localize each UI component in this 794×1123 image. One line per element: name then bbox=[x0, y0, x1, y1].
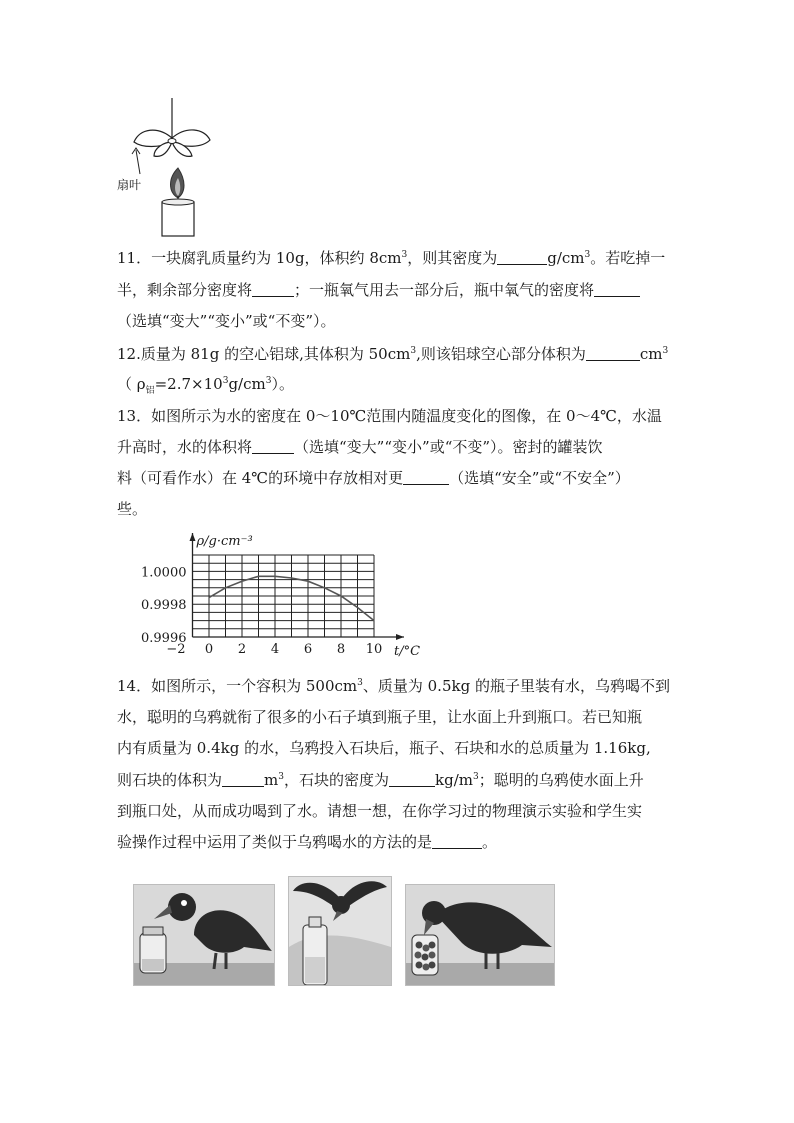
q13-line-1: 13．如图所示为水的密度在 0～10℃范围内随温度变化的图像，在 0～4℃，水温 bbox=[117, 407, 662, 425]
q13-line-4: 些。 bbox=[117, 500, 148, 518]
q14-blank-method[interactable] bbox=[432, 834, 482, 849]
q11-blank-remaining[interactable] bbox=[252, 282, 294, 297]
x-tick-label: 2 bbox=[237, 642, 247, 657]
q11-blank-density[interactable] bbox=[497, 250, 547, 265]
q14-line-1: 14．如图所示，一个容积为 $500cm^3$、质量为 0.5kg 的瓶子里装有水，乌鸦喝不到 bbox=[117, 677, 670, 695]
crow-jar-stones-illustration bbox=[406, 885, 554, 985]
y-tick-label: 0.9998 bbox=[141, 598, 187, 614]
crow-jar-empty-illustration bbox=[134, 885, 274, 985]
y-tick-label: 0.9996 bbox=[141, 631, 187, 646]
x-tick-label: 6 bbox=[303, 642, 313, 657]
q14-line-6: 验操作过程中运用了类似于乌鸦喝水的方法的是 。 bbox=[117, 833, 498, 851]
fan-label: 扇叶 bbox=[117, 178, 142, 192]
crow-panel-2 bbox=[288, 876, 392, 986]
q11-line-3: （选填“变大”“变小”或“不变”）。 bbox=[117, 312, 336, 330]
q12-line-2: （ $\rho_铝=2.7\times 10^3g/cm^3$）。 bbox=[117, 375, 294, 396]
q12-line-1: 12.质量为 81g 的空心铝球,其体积为 $50cm^3$,则该铝球空心部分体积为 $cm^3$ bbox=[117, 345, 669, 363]
q12-blank-hollow-volume[interactable] bbox=[586, 346, 640, 361]
fan-candle-figure bbox=[120, 98, 220, 238]
x-tick-label: 8 bbox=[336, 642, 346, 657]
q13-blank-safety[interactable] bbox=[403, 470, 449, 485]
q13-line-2: 升高时，水的体积将 （选填“变大”“变小”或“不变”）。密封的罐装饮 bbox=[117, 438, 603, 456]
q11-blank-oxygen[interactable] bbox=[594, 282, 640, 297]
x-tick-label: −2 bbox=[166, 642, 186, 657]
q11-line-1: 11．一块腐乳质量约为 10g，体积约 $8cm^3$，则其密度为 $g/cm^3$。若吃掉一 bbox=[117, 249, 666, 267]
x-tick-label: 4 bbox=[270, 642, 280, 657]
q13-blank-volume[interactable] bbox=[252, 439, 294, 454]
crow-flying-bottle-illustration bbox=[289, 877, 391, 985]
y-tick-label: 1.0000 bbox=[141, 565, 187, 581]
x-axis-label: t/°C bbox=[394, 644, 421, 659]
x-tick-label: 10 bbox=[365, 642, 383, 657]
q14-line-3: 内有质量为 0.4kg 的水，乌鸦投入石块后，瓶子、石块和水的总质量为 1.16kg, bbox=[117, 739, 651, 757]
q11-line-2: 半，剩余部分密度将 ；一瓶氧气用去一部分后，瓶中氧气的密度将 bbox=[117, 280, 640, 300]
q13-line-3: 料（可看作水）在 4℃的环境中存放相对更 （选填“安全”或“不安全”） bbox=[117, 469, 630, 487]
crow-panel-1 bbox=[133, 884, 275, 986]
q14-line-4: 则石块的体积为 $m^3$，石块的密度为 $kg/m^3$；聪明的乌鸦使水面上升 bbox=[117, 771, 644, 789]
x-axis-arrow bbox=[396, 634, 404, 640]
y-axis-arrow bbox=[190, 533, 196, 541]
q14-line-2: 水，聪明的乌鸦就衔了很多的小石子填到瓶子里，让水面上升到瓶口。若已知瓶 bbox=[117, 708, 643, 726]
x-tick-label: 0 bbox=[204, 642, 214, 657]
q14-blank-stone-volume[interactable] bbox=[222, 772, 264, 787]
q14-line-5: 到瓶口处，从而成功喝到了水。请想一想，在你学习过的物理演示实验和学生实 bbox=[117, 802, 643, 820]
density-temperature-chart bbox=[118, 528, 428, 663]
crow-panel-3 bbox=[405, 884, 555, 986]
q14-blank-stone-density[interactable] bbox=[389, 772, 435, 787]
y-axis-label: ρ/g·cm⁻³ bbox=[196, 534, 253, 549]
